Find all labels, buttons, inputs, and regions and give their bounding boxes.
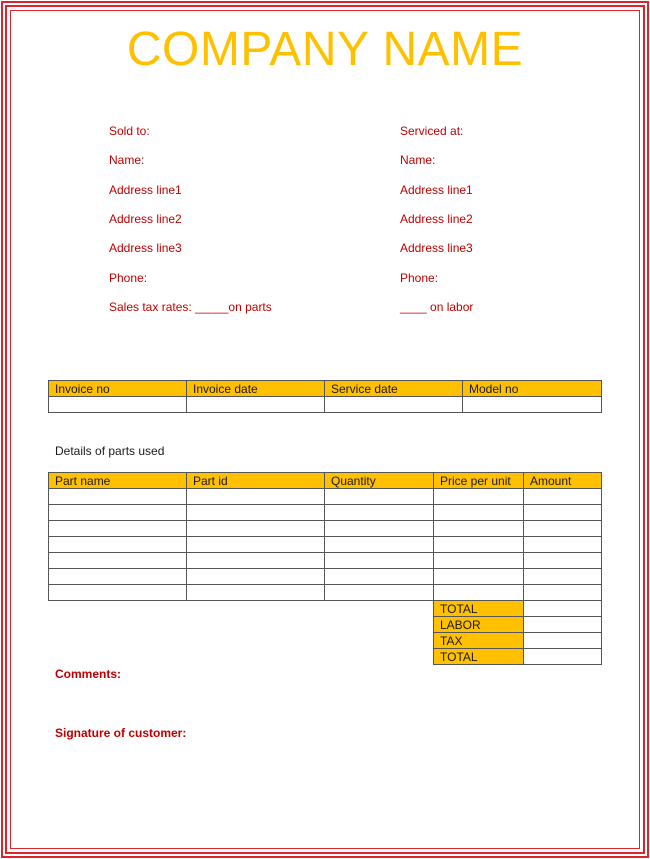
amount-cell[interactable]: [524, 521, 602, 537]
company-name: COMPANY NAME: [126, 23, 524, 76]
signature-label: Signature of customer:: [55, 726, 187, 740]
invoice-header-cell: Invoice date: [187, 381, 325, 397]
part-name-cell[interactable]: [49, 537, 187, 553]
quantity-cell[interactable]: [325, 521, 434, 537]
serviced-at-address3: Address line3: [400, 241, 473, 255]
price-cell[interactable]: [434, 521, 524, 537]
part-id-cell[interactable]: [187, 585, 325, 601]
price-cell[interactable]: [434, 569, 524, 585]
inner-border: [10, 10, 640, 849]
table-row: [49, 489, 602, 505]
parts-header-row: [49, 473, 602, 489]
tax-label: TAX: [434, 633, 524, 649]
quantity-cell[interactable]: [325, 505, 434, 521]
parts-header-cell: Amount: [524, 473, 602, 489]
quantity-cell[interactable]: [325, 489, 434, 505]
quantity-cell[interactable]: [325, 569, 434, 585]
serviced-at-address2: Address line2: [400, 212, 473, 226]
quantity-cell[interactable]: [325, 585, 434, 601]
part-name-cell[interactable]: [49, 553, 187, 569]
price-cell[interactable]: [434, 489, 524, 505]
part-name-cell[interactable]: [49, 569, 187, 585]
table-row: [49, 521, 602, 537]
totals-row: [434, 601, 602, 617]
part-id-cell[interactable]: [187, 569, 325, 585]
amount-cell[interactable]: [524, 569, 602, 585]
sales-tax-labor: ____ on labor: [400, 300, 474, 314]
quantity-cell[interactable]: [325, 553, 434, 569]
total-value-field[interactable]: [524, 601, 602, 617]
part-id-cell[interactable]: [187, 489, 325, 505]
grand-total-label: TOTAL: [434, 649, 524, 665]
grand-total-value-field[interactable]: [524, 649, 602, 665]
invoice-input-row: [49, 397, 602, 413]
amount-cell[interactable]: [524, 585, 602, 601]
part-id-cell[interactable]: [187, 505, 325, 521]
serviced-at-address1: Address line1: [400, 183, 473, 197]
price-cell[interactable]: [434, 537, 524, 553]
labor-label: LABOR: [434, 617, 524, 633]
total-label: TOTAL: [434, 601, 524, 617]
amount-cell[interactable]: [524, 489, 602, 505]
table-row: [49, 569, 602, 585]
invoice-table: [48, 380, 602, 413]
invoice-header-cell: Service date: [325, 381, 463, 397]
part-name-cell[interactable]: [49, 505, 187, 521]
amount-cell[interactable]: [524, 537, 602, 553]
parts-header-cell: Price per unit: [434, 473, 524, 489]
invoice-header-cell: Model no: [463, 381, 602, 397]
sold-to-address1: Address line1: [109, 183, 182, 197]
model-no-field[interactable]: [463, 397, 602, 413]
part-id-cell[interactable]: [187, 537, 325, 553]
serviced-at-heading: Serviced at:: [400, 124, 464, 138]
tax-value-field[interactable]: [524, 633, 602, 649]
totals-row: [434, 649, 602, 665]
sold-to-phone: Phone:: [109, 271, 148, 285]
quantity-cell[interactable]: [325, 537, 434, 553]
parts-table: [48, 472, 602, 601]
invoice-no-field[interactable]: [49, 397, 187, 413]
sold-to-heading: Sold to:: [109, 124, 150, 138]
totals-row: [434, 617, 602, 633]
comments-label: Comments:: [55, 667, 122, 681]
table-row: [49, 537, 602, 553]
parts-header-cell: Quantity: [325, 473, 434, 489]
sold-to-name: Name:: [109, 153, 145, 167]
price-cell[interactable]: [434, 553, 524, 569]
amount-cell[interactable]: [524, 553, 602, 569]
table-row: [49, 585, 602, 601]
part-name-cell[interactable]: [49, 585, 187, 601]
labor-value-field[interactable]: [524, 617, 602, 633]
serviced-at-phone: Phone:: [400, 271, 439, 285]
part-name-cell[interactable]: [49, 489, 187, 505]
sold-to-address3: Address line3: [109, 241, 182, 255]
table-row: [49, 553, 602, 569]
parts-header-cell: Part id: [187, 473, 325, 489]
part-name-cell[interactable]: [49, 521, 187, 537]
sales-tax-parts: Sales tax rates: _____on parts: [109, 300, 272, 314]
price-cell[interactable]: [434, 585, 524, 601]
invoice-date-field[interactable]: [187, 397, 325, 413]
serviced-at-name: Name:: [400, 153, 436, 167]
invoice-header-row: [49, 381, 602, 397]
sold-to-address2: Address line2: [109, 212, 182, 226]
table-row: [49, 505, 602, 521]
totals-row: [434, 633, 602, 649]
part-id-cell[interactable]: [187, 553, 325, 569]
invoice-header-cell: Invoice no: [49, 381, 187, 397]
part-id-cell[interactable]: [187, 521, 325, 537]
price-cell[interactable]: [434, 505, 524, 521]
totals-table: [433, 600, 602, 665]
amount-cell[interactable]: [524, 505, 602, 521]
parts-section-label: Details of parts used: [55, 444, 165, 458]
parts-header-cell: Part name: [49, 473, 187, 489]
service-date-field[interactable]: [325, 397, 463, 413]
